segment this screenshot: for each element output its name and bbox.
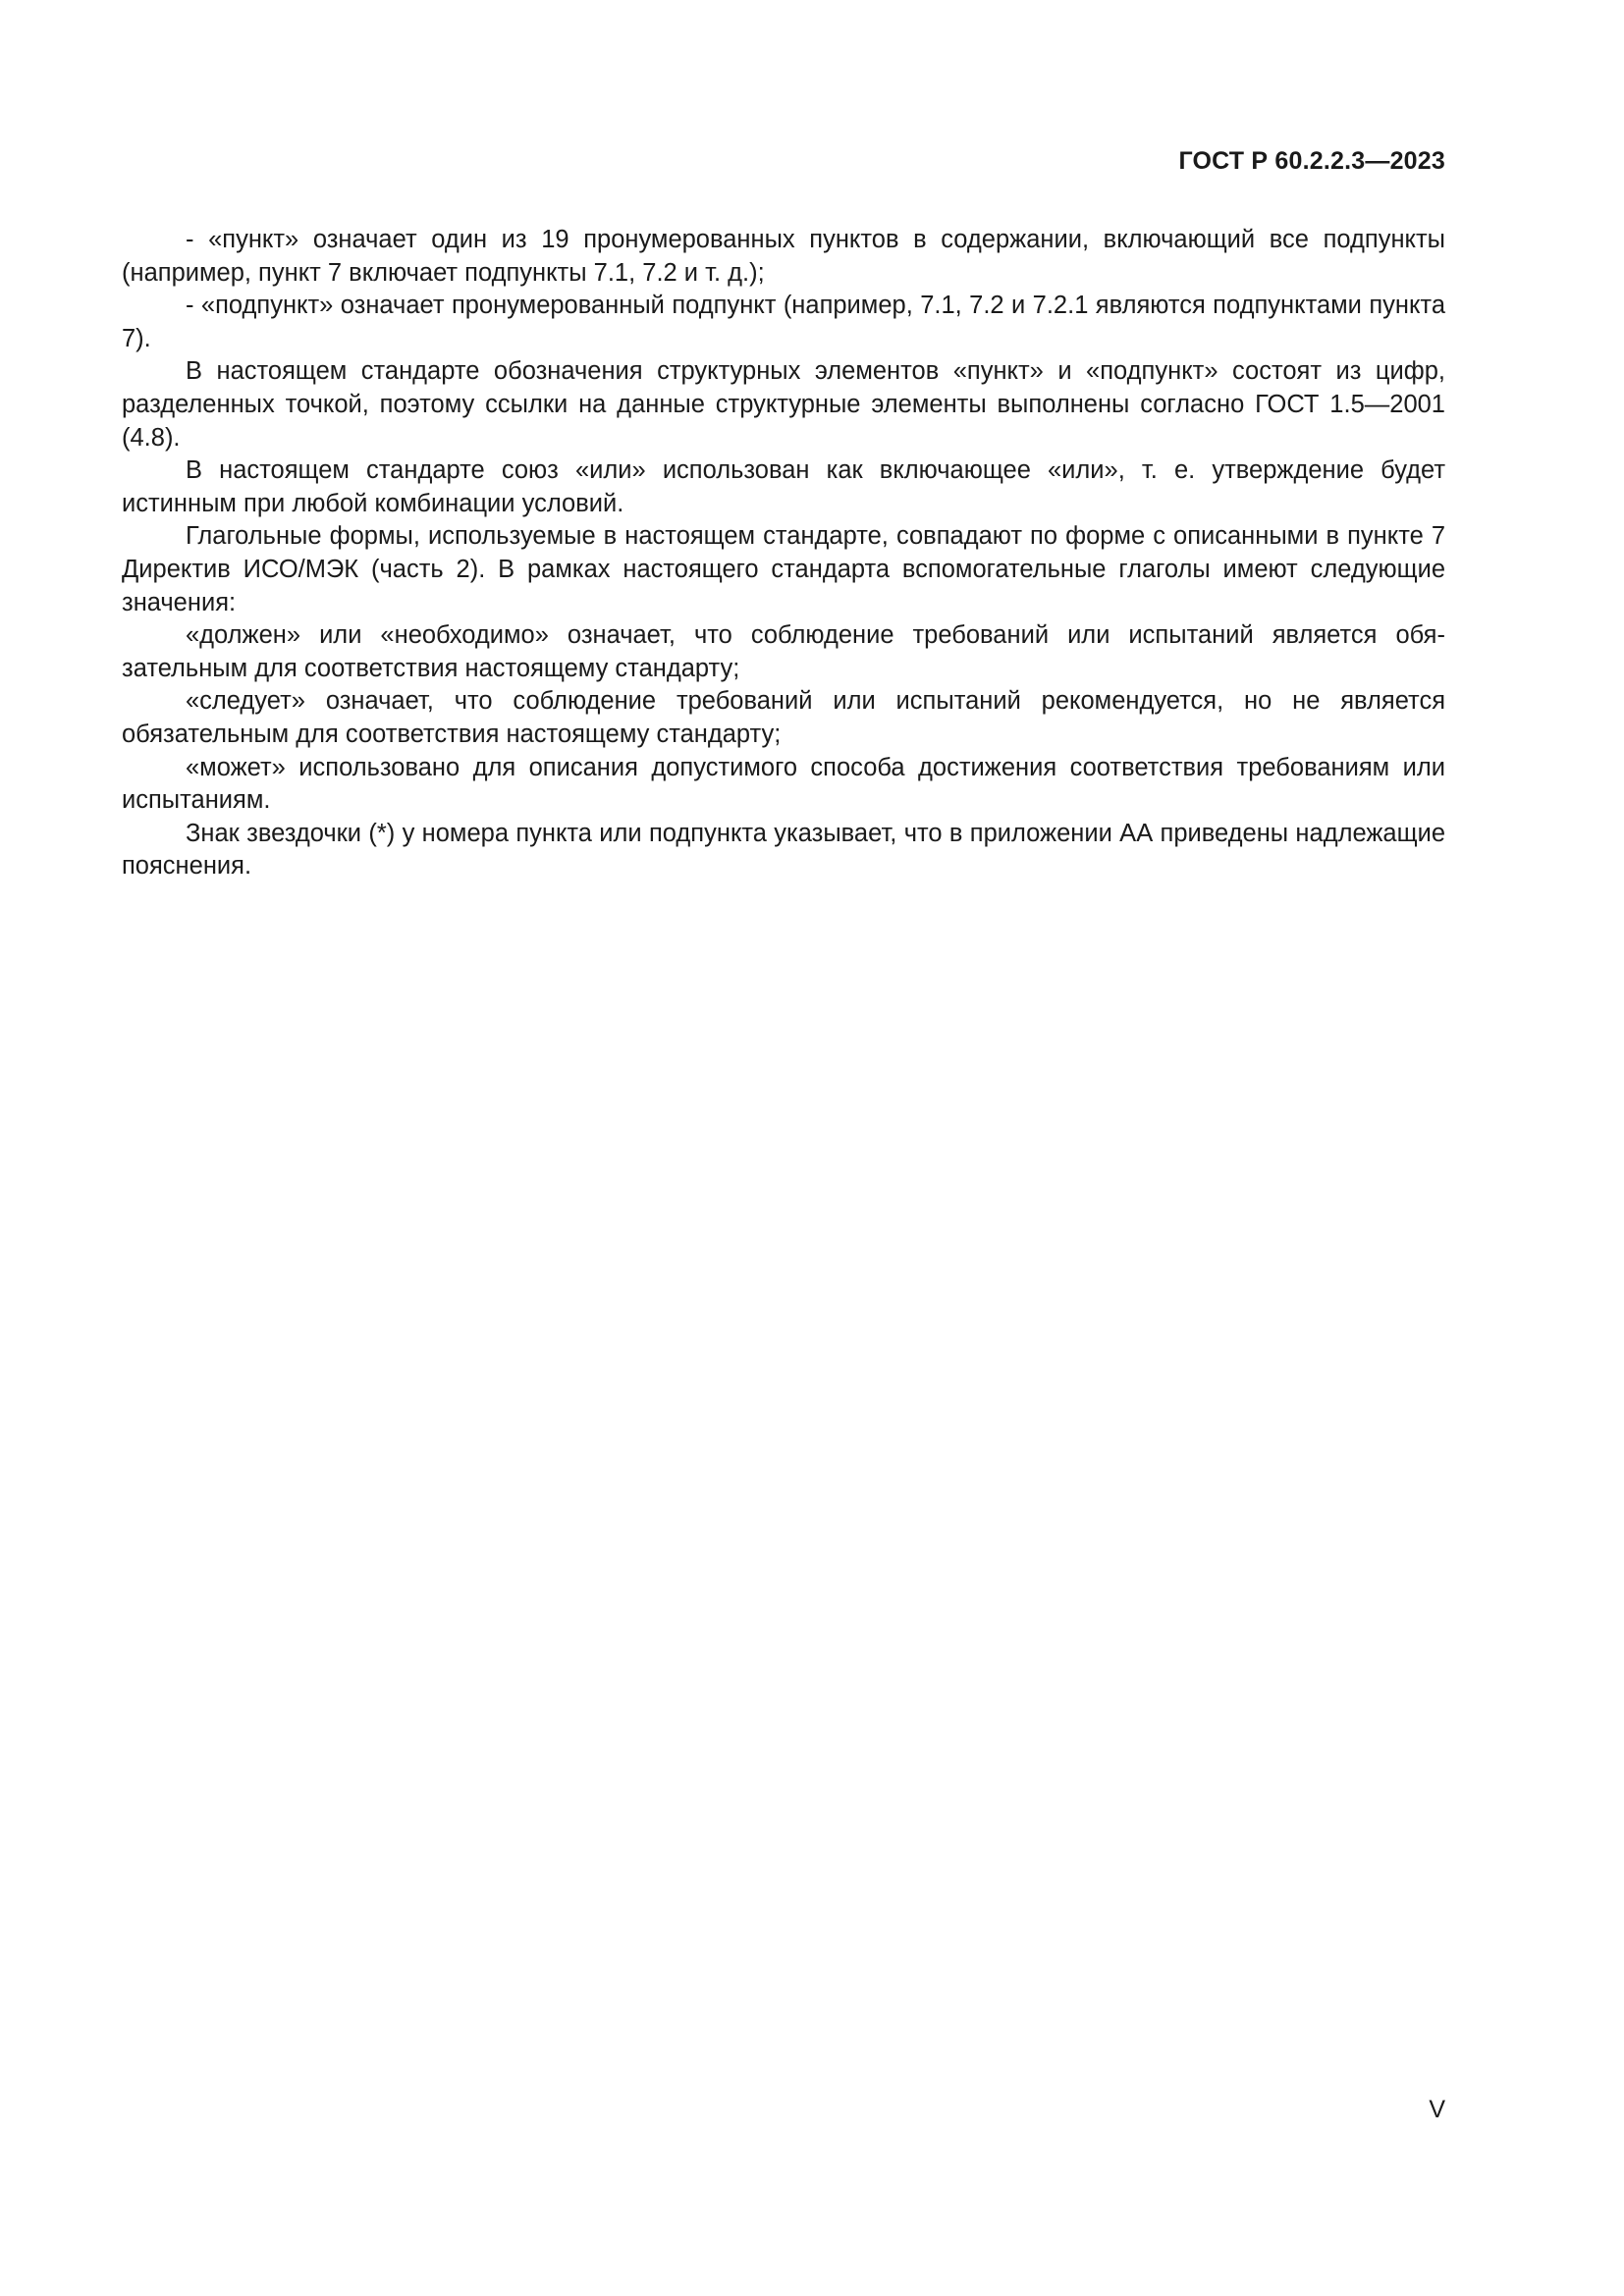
paragraph-verbal-forms: Глагольные формы, используемые в настоящем стандарте, совпадают по форме с описанными в пункте 7 Директив ИСО/МЭК (часть 2). В рамках настоящего стандарта вспомогательные глаголы имеют следующие значения:: [122, 522, 1445, 616]
document-body: [122, 224, 1445, 883]
document-header: ГОСТ Р 60.2.2.3—2023: [1178, 147, 1445, 175]
paragraph-or-usage: В настоящем стандарте союз «или» использован как включающее «или», т. е. утверждение будет истинным при любой комбинации условий.: [122, 456, 1445, 517]
paragraph-should: «следует» означает, что соблюдение требований или испытаний рекомендуется, но не является обязательным для соответствия настоящему стандарту;: [122, 687, 1445, 748]
paragraph-shall: «должен» или «необходимо» означает, что соблюдение требований или испытаний является обязательным для соответствия настоящему стандарту;: [122, 621, 1445, 682]
paragraph-definition-podpunkt: - «подпункт» означает пронумерованный подпункт (например, 7.1, 7.2 и 7.2.1 являются подпунктами пункта 7).: [122, 292, 1445, 352]
paragraph-definition-punkt: - «пункт» означает один из 19 пронумерованных пунктов в содержании, включающий все подпункты (например, пункт 7 включает подпункты 7.1, 7.2 и т. д.);: [122, 226, 1445, 287]
paragraph-structure-notation: В настоящем стандарте обозначения структурных элементов «пункт» и «подпункт» состоят из цифр, разделенных точкой, поэтому ссылки на данные структурные элементы выполнены согласно ГОСТ 1.5—2001 (4.8).: [122, 357, 1445, 452]
page-number: V: [1429, 2096, 1445, 2123]
paragraph-asterisk: Знак звездочки (*) у номера пункта или подпункта указывает, что в приложении АА приведены надлежащие пояснения.: [122, 819, 1445, 881]
paragraph-may: «может» использовано для описания допустимого способа достижения соответствия требованиям или испытаниям.: [122, 753, 1445, 815]
